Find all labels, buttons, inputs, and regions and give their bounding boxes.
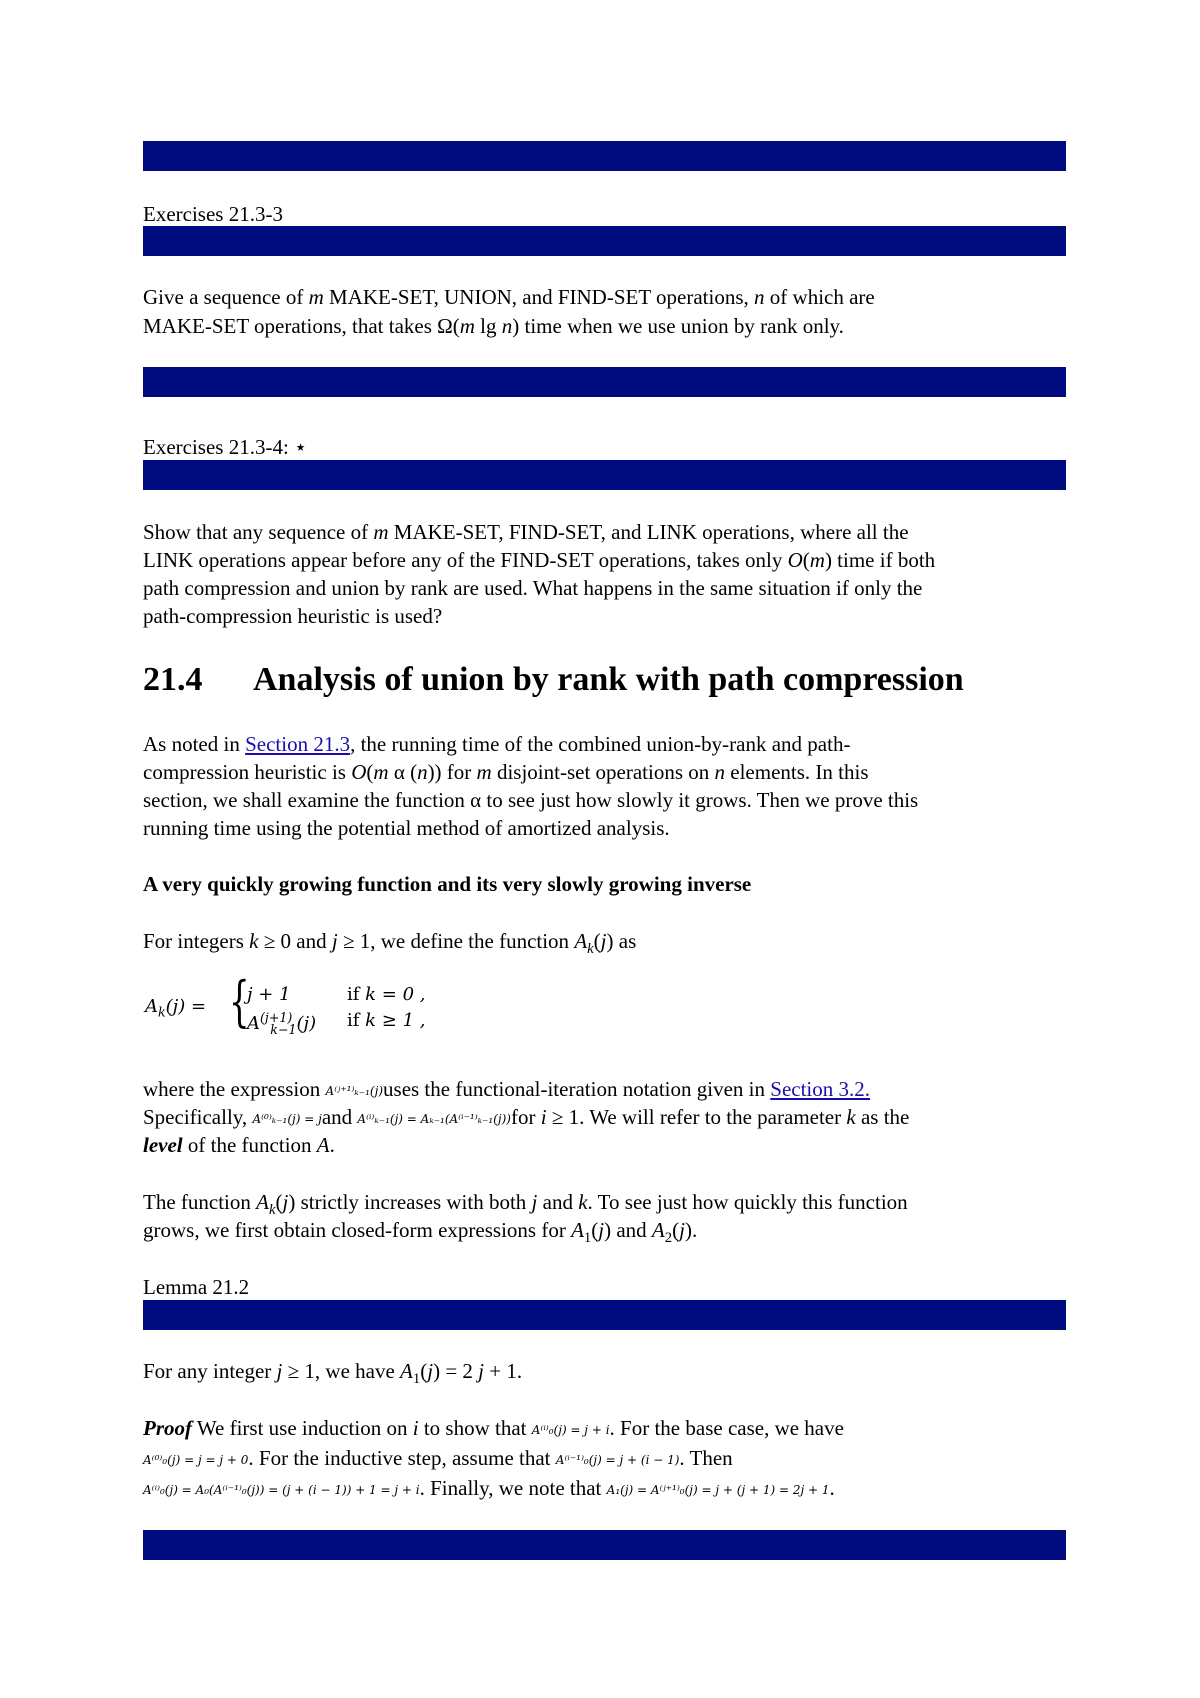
section-3-2-link[interactable]: Section 3.2. <box>770 1077 871 1101</box>
section-heading <box>143 660 964 700</box>
left-brace: { <box>229 970 250 1033</box>
paragraph-line: compression heuristic is O(m α (n)) for m disjoint-set operations on n elements. In this <box>143 760 869 784</box>
paragraph-line: level of the function A. <box>143 1133 335 1157</box>
paragraph-line: grows, we first obtain closed-form expressions for $A_1(j)$ and $A_2(j)$. <box>143 1218 698 1247</box>
exercise-title: Exercises 21.3-4: ⋆ <box>143 435 308 459</box>
case-2-condition: if k ≥ 1 , <box>347 1010 426 1031</box>
section-title: Analysis of union by rank with path compression <box>253 661 964 698</box>
paragraph-line: running time using the potential method of amortized analysis. <box>143 816 670 840</box>
divider-bar <box>143 1530 1066 1560</box>
lemma-title: Lemma 21.2 <box>143 1275 250 1299</box>
divider-bar <box>143 141 1066 171</box>
proof-line: A⁽⁰⁾₀(j) = j = j + 0. For the inductive step, assume that A⁽ⁱ⁻¹⁾₀(j) = j + (i − 1). Then <box>143 1444 733 1474</box>
math-expression: A⁽ⁱ⁾ₖ₋₁(j) = Aₖ₋₁(A⁽ⁱ⁻¹⁾ₖ₋₁(j)) <box>357 1112 511 1127</box>
exercise-body-line: path compression and union by rank are used. What happens in the same situation if only the <box>143 576 923 600</box>
section-21-3-link[interactable]: Section 21.3 <box>245 732 351 756</box>
paragraph-line: section, we shall examine the function α to see just how slowly it grows. Then we prove this <box>143 788 919 812</box>
math-expression: A⁽ⁱ⁾₀(j) = j + i <box>531 1423 610 1438</box>
math-expression: A⁽⁰⁾ₖ₋₁(j) = j <box>252 1112 322 1127</box>
paragraph-line: where the expression A⁽ʲ⁺¹⁾ₖ₋₁(j)uses the functional-iteration notation given in Section 3.2. <box>143 1075 870 1105</box>
paragraph-line: Specifically, A⁽⁰⁾ₖ₋₁(j) = jand A⁽ⁱ⁾ₖ₋₁(j) = Aₖ₋₁(A⁽ⁱ⁻¹⁾ₖ₋₁(j))for i ≥ 1. We will refer to the parameter k as the <box>143 1103 909 1133</box>
math-expression: A⁽ʲ⁺¹⁾ₖ₋₁(j) <box>325 1084 384 1099</box>
exercise-body-line: MAKE-SET operations, that takes Ω(m lg n) time when we use union by rank only. <box>143 314 844 338</box>
divider-bar <box>143 1300 1066 1330</box>
proof-line: Proof We first use induction on i to show that A⁽ⁱ⁾₀(j) = j + i. For the base case, we have <box>143 1414 844 1444</box>
divider-bar <box>143 226 1066 256</box>
math-expression: A⁽ⁱ⁾₀(j) = A₀(A⁽ⁱ⁻¹⁾₀(j)) = (j + (i − 1)) + 1 = j + i <box>143 1483 420 1498</box>
proof-line: A⁽ⁱ⁾₀(j) = A₀(A⁽ⁱ⁻¹⁾₀(j)) = (j + (i − 1)) + 1 = j + i. Finally, we note that A₁(j) = A⁽ʲ⁺¹⁾₀(j) = j + (j + 1) = 2j + 1. <box>143 1474 835 1504</box>
proof-label: Proof <box>143 1416 192 1440</box>
exercise-body-line: path-compression heuristic is used? <box>143 604 443 628</box>
divider-bar <box>143 367 1066 397</box>
subheading: A very quickly growing function and its very slowly growing inverse <box>143 872 752 896</box>
math-expression: A₁(j) = A⁽ʲ⁺¹⁾₀(j) = j + (j + 1) = 2j + 1 <box>606 1483 830 1498</box>
case-1-value: j + 1 <box>247 984 291 1005</box>
math-expression: A⁽⁰⁾₀(j) = j = j + 0 <box>143 1453 249 1468</box>
paragraph-line: As noted in Section 21.3, the running time of the combined union-by-rank and path- <box>143 732 851 756</box>
case-2-value: $A^{(j+1)}_{k-1}(j)$ <box>247 1010 317 1037</box>
section-number: 21.4 <box>143 661 203 698</box>
equation-lhs: $A_k(j)$ = <box>145 996 207 1020</box>
paragraph-line: The function $A_k(j)$ strictly increases with both j and k. To see just how quickly this function <box>143 1190 908 1219</box>
paragraph-line: For integers k ≥ 0 and j ≥ 1, we define the function $A_k(j)$ as <box>143 929 637 958</box>
math-expression: A⁽ⁱ⁻¹⁾₀(j) = j + (i − 1) <box>555 1453 680 1468</box>
exercise-body-line: Show that any sequence of m MAKE-SET, FIND-SET, and LINK operations, where all the <box>143 520 909 544</box>
exercise-title: Exercises 21.3-3 <box>143 202 283 226</box>
exercise-body-line: LINK operations appear before any of the FIND-SET operations, takes only O(m) time if both <box>143 548 936 572</box>
divider-bar <box>143 460 1066 490</box>
exercise-body-line: Give a sequence of m MAKE-SET, UNION, and FIND-SET operations, n of which are <box>143 285 875 309</box>
lemma-body: For any integer j ≥ 1, we have $A_1(j) = 2$ j + 1. <box>143 1359 523 1388</box>
case-1-condition: if k = 0 , <box>347 984 426 1005</box>
